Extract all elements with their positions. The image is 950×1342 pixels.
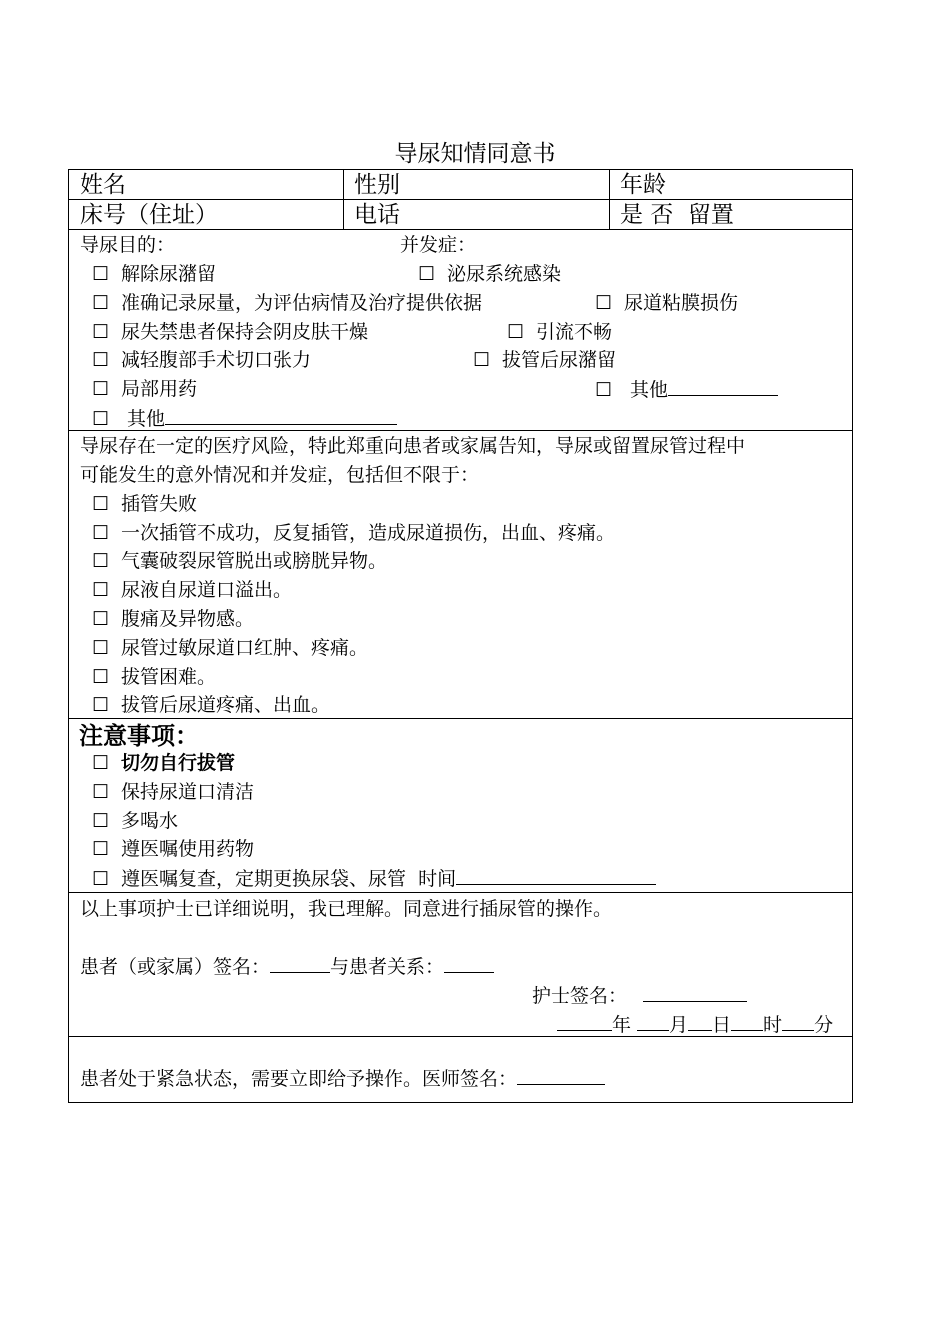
purpose-item[interactable]: ☐ 解除尿潴留 <box>92 263 217 285</box>
complications-label: 并发症： <box>400 234 477 256</box>
checkbox[interactable]: ☐ <box>92 637 110 659</box>
note-item[interactable]: ☐ 遵医嘱使用药物 <box>92 838 255 860</box>
checkbox[interactable]: ☐ <box>92 292 110 314</box>
risk-item[interactable]: ☐ 拔管后尿道疼痛、出血。 <box>92 694 331 716</box>
risk-intro-line2: 可能发生的意外情况和并发症，包括但不限于： <box>80 464 480 486</box>
other-purpose-blank[interactable] <box>165 405 397 425</box>
patient-signature-blank[interactable] <box>270 953 330 973</box>
gender-label: 性别 <box>354 172 400 198</box>
notes-heading: 注意事项： <box>79 721 199 750</box>
risk-item[interactable]: ☐ 气囊破裂尿管脱出或膀胱异物。 <box>92 550 388 572</box>
purpose-item[interactable]: ☐ 准确记录尿量，为评估病情及治疗提供依据 <box>92 292 483 314</box>
checkbox[interactable]: ☐ <box>92 666 110 688</box>
checkbox[interactable]: ☐ <box>418 263 436 285</box>
risk-item[interactable]: ☐ 腹痛及异物感。 <box>92 608 255 630</box>
purpose-item[interactable]: ☐ 减轻腹部手术切口张力 <box>92 349 312 371</box>
retain-label: 是 否 留置 <box>620 202 734 228</box>
phone-label: 电话 <box>354 202 400 228</box>
complication-item[interactable]: ☐ 尿道粘膜损伤 <box>595 292 739 314</box>
note-item[interactable]: ☐ 切勿自行拔管 <box>92 752 236 774</box>
note-item[interactable]: ☐ 多喝水 <box>92 810 179 832</box>
complication-item[interactable]: ☐ 拔管后尿潴留 <box>473 349 617 371</box>
date-time-row: 年 月 日 时 分 <box>557 1011 833 1038</box>
column-divider <box>343 170 344 229</box>
patient-signature-row: 患者（或家属）签名： 与患者关系： <box>80 953 494 980</box>
checkbox[interactable]: ☐ <box>595 379 613 401</box>
checkbox[interactable]: ☐ <box>92 868 110 890</box>
emergency-row: 患者处于紧急状态，需要立即给予操作。医师签名： <box>80 1065 605 1092</box>
checkbox[interactable]: ☐ <box>92 321 110 343</box>
day-blank[interactable] <box>688 1011 712 1031</box>
checkbox[interactable]: ☐ <box>92 608 110 630</box>
checkbox[interactable]: ☐ <box>92 349 110 371</box>
note-item[interactable]: ☐ 保持尿道口清洁 <box>92 781 255 803</box>
checkbox[interactable]: ☐ <box>92 781 110 803</box>
year-blank[interactable] <box>557 1011 612 1031</box>
checkbox[interactable]: ☐ <box>92 408 110 430</box>
minute-blank[interactable] <box>782 1011 814 1031</box>
checkbox[interactable]: ☐ <box>92 550 110 572</box>
nurse-signature-blank[interactable] <box>643 982 747 1002</box>
checkbox[interactable]: ☐ <box>92 579 110 601</box>
checkbox[interactable]: ☐ <box>92 752 110 774</box>
consent-form <box>68 169 853 1103</box>
risk-item[interactable]: ☐ 尿管过敏尿道口红肿、疼痛。 <box>92 637 369 659</box>
other-complication-blank[interactable] <box>668 376 778 396</box>
purpose-item[interactable]: ☐ 局部用药 <box>92 378 198 400</box>
checkbox[interactable]: ☐ <box>92 493 110 515</box>
checkbox[interactable]: ☐ <box>473 349 491 371</box>
complication-item[interactable]: ☐ 泌尿系统感染 <box>418 263 562 285</box>
month-blank[interactable] <box>637 1011 669 1031</box>
hour-blank[interactable] <box>731 1011 763 1031</box>
purpose-item-other[interactable]: ☐ 其他 <box>92 405 397 432</box>
column-divider <box>609 170 610 229</box>
checkbox[interactable]: ☐ <box>595 292 613 314</box>
purpose-item[interactable]: ☐ 尿失禁患者保持会阴皮肤干燥 <box>92 321 369 343</box>
purpose-label: 导尿目的： <box>80 234 176 256</box>
replace-time-blank[interactable] <box>456 865 656 885</box>
risk-item[interactable]: ☐ 一次插管不成功，反复插管，造成尿道损伤，出血、疼痛。 <box>92 522 616 544</box>
complication-item[interactable]: ☐ 引流不畅 <box>507 321 613 343</box>
checkbox[interactable]: ☐ <box>92 694 110 716</box>
relation-blank[interactable] <box>444 953 494 973</box>
complication-item-other[interactable]: ☐ 其他 <box>595 376 778 403</box>
form-title: 导尿知情同意书 <box>394 141 556 167</box>
risk-intro-line1: 导尿存在一定的医疗风险，特此郑重向患者或家属告知，导尿或留置尿管过程中 <box>80 435 746 457</box>
section-divider <box>69 718 852 719</box>
name-label: 姓名 <box>80 172 126 198</box>
checkbox[interactable]: ☐ <box>507 321 525 343</box>
risk-item[interactable]: ☐ 尿液自尿道口溢出。 <box>92 579 293 601</box>
checkbox[interactable]: ☐ <box>92 263 110 285</box>
checkbox[interactable]: ☐ <box>92 838 110 860</box>
checkbox[interactable]: ☐ <box>92 810 110 832</box>
checkbox[interactable]: ☐ <box>92 378 110 400</box>
bed-address-label: 床号（住址） <box>80 202 218 228</box>
note-item[interactable]: ☐ 遵医嘱复查，定期更换尿袋、尿管 时间 <box>92 865 656 892</box>
checkbox[interactable]: ☐ <box>92 522 110 544</box>
age-label: 年龄 <box>620 172 666 198</box>
section-divider <box>69 892 852 893</box>
risk-item[interactable]: ☐ 插管失败 <box>92 493 198 515</box>
doctor-signature-blank[interactable] <box>517 1065 605 1085</box>
nurse-signature-row: 护士签名： <box>532 982 747 1009</box>
consent-statement: 以上事项护士已详细说明，我已理解。同意进行插尿管的操作。 <box>80 898 613 920</box>
risk-item[interactable]: ☐ 拔管困难。 <box>92 666 217 688</box>
